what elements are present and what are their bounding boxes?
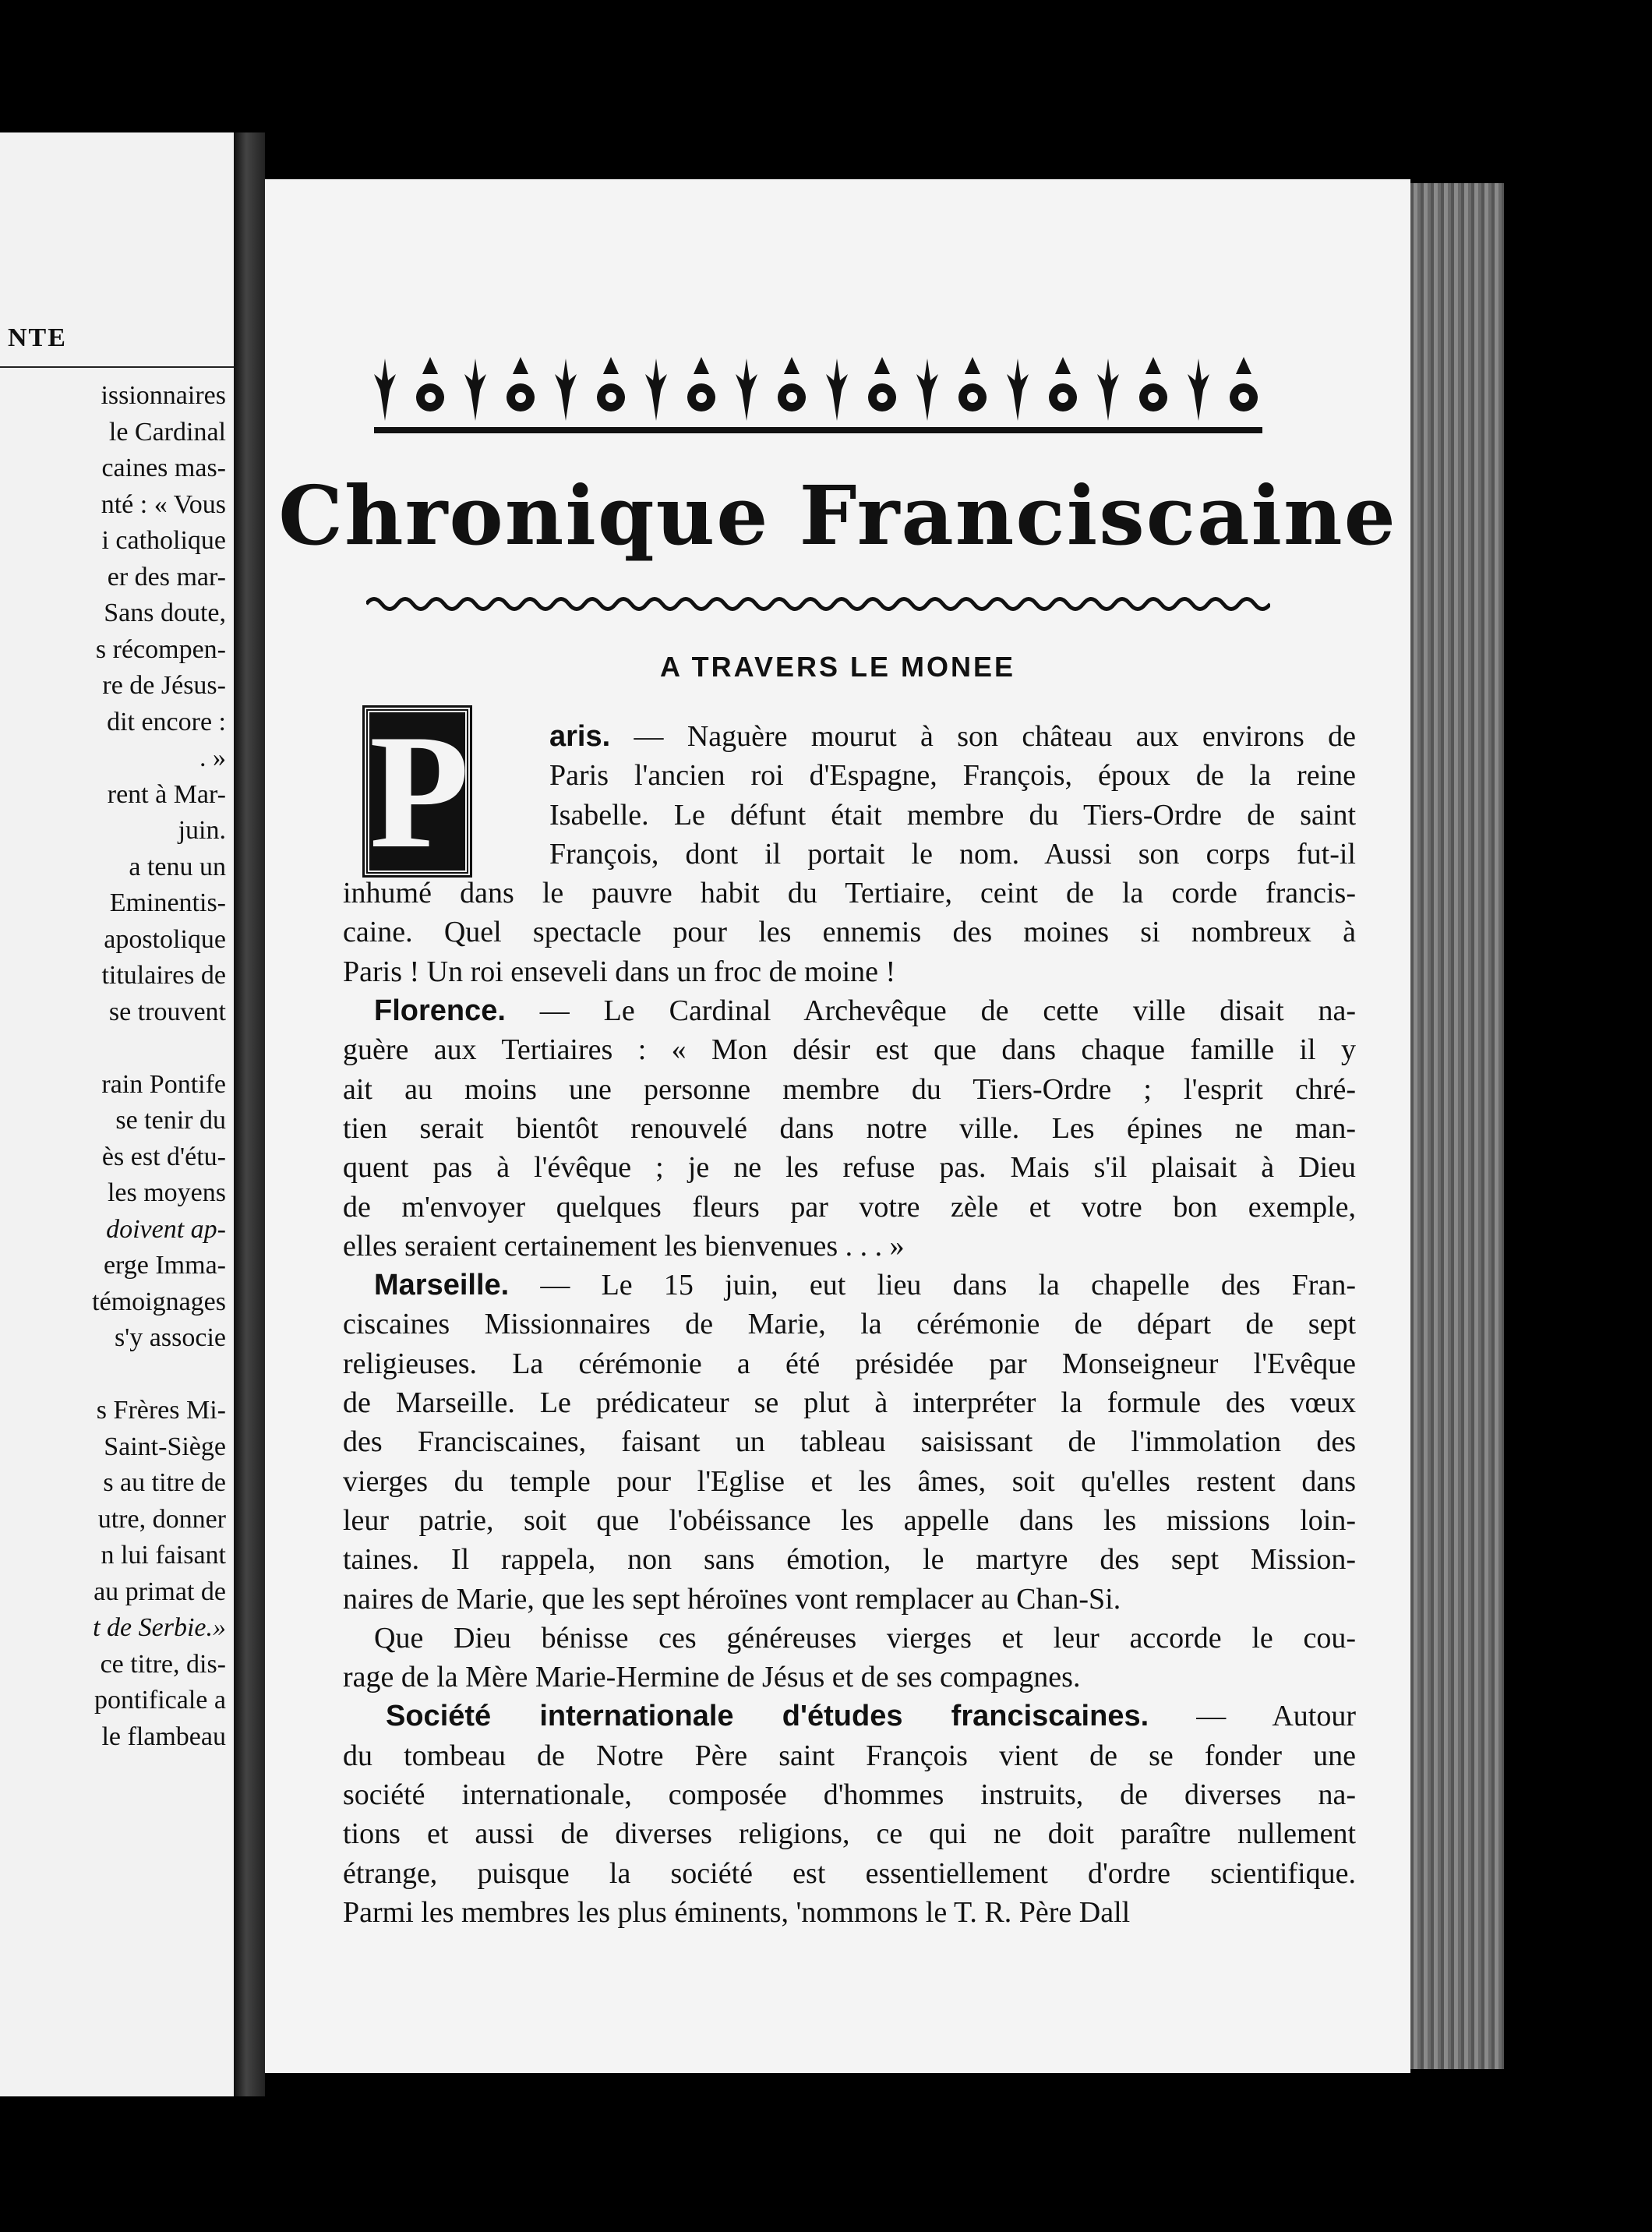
line-text: rage de la Mère Marie-Hermine de Jésus et de ses compagnes. xyxy=(343,1661,1081,1694)
line-text: société internationale, composée d'hommes instruits, de diverses na- xyxy=(343,1778,1356,1812)
book-gutter xyxy=(234,132,265,2096)
text-line xyxy=(343,1697,1356,1736)
header-rule xyxy=(0,366,234,368)
text-line: doivent ap- xyxy=(106,1214,226,1244)
text-line: dit encore : xyxy=(107,707,226,736)
text-line xyxy=(343,1775,1356,1814)
text-line: témoignages xyxy=(92,1287,226,1316)
line-text: Que Dieu bénisse ces généreuses vierges et leur accorde le cou- xyxy=(374,1621,1356,1655)
text-line: utre, donner xyxy=(97,1504,226,1534)
line-text: Paris l'ancien roi d'Espagne, François, époux de la reine xyxy=(549,759,1356,793)
text-line: titulaires de xyxy=(101,961,226,990)
wavy-divider xyxy=(366,584,1270,623)
text-line: apostolique xyxy=(104,924,226,954)
text-line: les moyens xyxy=(107,1178,226,1207)
text-line xyxy=(343,874,1356,913)
text-line xyxy=(343,1736,1356,1775)
text-line xyxy=(343,1383,1356,1422)
line-text: tien serait bientôt renouvelé dans notre ville. Les épines ne man- xyxy=(343,1111,1356,1145)
line-text: François, dont il portait le nom. Aussi son corps fut-il xyxy=(549,837,1356,871)
line-text: ait au moins une personne membre du Tiers-Ordre ; l'esprit chré- xyxy=(343,1072,1356,1106)
line-text: des Franciscaines, faisant un tableau saisissant de l'immolation des xyxy=(343,1425,1356,1459)
text-line xyxy=(0,1357,226,1393)
text-line: caines mas- xyxy=(101,454,226,482)
text-line: s'y associe xyxy=(114,1323,226,1352)
text-line xyxy=(343,1305,1356,1344)
text-line: ce titre, dis- xyxy=(100,1649,226,1679)
text-line: . » xyxy=(199,743,226,772)
text-line: rain Pontife xyxy=(101,1069,226,1099)
text-line xyxy=(343,913,1356,952)
text-line xyxy=(343,1070,1356,1109)
text-line: se tenir du xyxy=(115,1106,226,1135)
text-line: ès est d'étu- xyxy=(101,1142,226,1171)
text-line: le Cardinal xyxy=(108,417,226,447)
text-line: se trouvent xyxy=(108,997,226,1026)
text-line: s Frères Mi- xyxy=(96,1396,226,1425)
text-line: juin. xyxy=(178,816,226,845)
text-line xyxy=(343,1266,1356,1305)
line-text: caine. Quel spectacle pour les ennemis des moines si nombreux à xyxy=(343,916,1356,949)
text-line: nté : « Vous xyxy=(101,489,226,519)
text-line xyxy=(343,1501,1356,1540)
text-line: i catholique xyxy=(101,526,226,555)
section-keyword: aris. xyxy=(549,720,611,753)
text-line: issionnaires xyxy=(101,381,226,410)
text-line: re de Jésus- xyxy=(102,671,226,700)
text-line: er des mar- xyxy=(107,562,226,592)
text-line: s récompen- xyxy=(95,634,226,664)
line-text: — Autour xyxy=(1149,1700,1356,1733)
line-text: quent pas à l'évêque ; je ne les refuse pas. Mais s'il plaisait à Dieu xyxy=(343,1151,1356,1185)
previous-page xyxy=(0,132,236,2096)
line-text: ciscaines Missionnaires de Marie, la cérémonie de départ de sept xyxy=(343,1308,1356,1341)
line-text: de Marseille. Le prédicateur se plut à interpréter la formule des vœux xyxy=(343,1386,1356,1420)
line-text: taines. Il rappela, non sans émotion, le martyre des sept Mission- xyxy=(343,1543,1356,1577)
text-line xyxy=(343,1148,1356,1187)
text-line: Sans doute, xyxy=(104,599,226,627)
line-text: tions et aussi de diverses religions, ce qui ne doit paraître nullement xyxy=(343,1817,1356,1851)
floral-border-ornament xyxy=(374,343,1262,436)
text-line xyxy=(343,1422,1356,1461)
text-line: s au titre de xyxy=(103,1468,226,1497)
text-line xyxy=(343,1344,1356,1383)
text-line xyxy=(343,952,1356,991)
text-line xyxy=(343,1462,1356,1501)
drop-cap-initial: P xyxy=(365,708,470,875)
text-line: t de Serbie.» xyxy=(93,1613,226,1642)
text-line xyxy=(343,796,1356,835)
line-text: — Naguère mourut à son château aux environs de xyxy=(610,720,1356,753)
text-line xyxy=(343,756,1356,795)
text-line xyxy=(343,1619,1356,1658)
text-line xyxy=(343,1109,1356,1148)
text-line xyxy=(343,717,1356,756)
previous-page-text xyxy=(0,378,226,1755)
text-line xyxy=(343,1540,1356,1579)
text-line xyxy=(343,1580,1356,1619)
line-text: leur patrie, soit que l'obéissance les appelle dans les missions loin- xyxy=(343,1503,1356,1537)
line-text: — Le 15 juin, eut lieu dans la chapelle des Fran- xyxy=(509,1269,1356,1302)
line-text: inhumé dans le pauvre habit du Tertiaire, ceint de la corde francis- xyxy=(343,877,1356,910)
current-page xyxy=(265,179,1410,2073)
running-header: NTE xyxy=(8,323,67,352)
page-edge-stack xyxy=(1410,183,1504,2069)
line-text: de m'envoyer quelques fleurs par votre zèle et votre bon exemple, xyxy=(343,1190,1356,1224)
text-line: au primat de xyxy=(94,1577,226,1606)
page-title: Chronique Franciscaine xyxy=(278,468,1397,563)
section-keyword: Florence. xyxy=(374,994,506,1028)
section-keyword: Société internationale d'études franciscaines. xyxy=(386,1700,1149,1733)
line-text: — Le Cardinal Archevêque de cette ville disait na- xyxy=(505,994,1356,1028)
text-line: n lui faisant xyxy=(101,1541,226,1570)
text-line xyxy=(343,1814,1356,1853)
line-text: Parmi les membres les plus éminents, 'nommons le T. R. Père Dall xyxy=(343,1895,1131,1929)
section-keyword: Marseille. xyxy=(374,1269,510,1302)
text-line xyxy=(343,1658,1356,1697)
article-body xyxy=(343,717,1356,1932)
text-line xyxy=(0,1030,226,1067)
text-line xyxy=(343,1227,1356,1266)
line-text: étrange, puisque la société est essentiellement d'ordre scientifique. xyxy=(343,1856,1356,1890)
line-text: Paris ! Un roi enseveli dans un froc de moine ! xyxy=(343,955,896,988)
text-line: rent à Mar- xyxy=(107,779,226,809)
text-line: le flambeau xyxy=(101,1722,226,1751)
text-line xyxy=(343,991,1356,1030)
text-line xyxy=(343,835,1356,874)
text-line: Eminentis- xyxy=(109,888,226,917)
line-text: Isabelle. Le défunt était membre du Tiers-Ordre de saint xyxy=(549,798,1356,832)
text-line xyxy=(343,1030,1356,1069)
line-text: guère aux Tertiaires : « Mon désir est que dans chaque famille il y xyxy=(343,1033,1356,1067)
line-text: naires de Marie, que les sept héroïnes vont remplacer au Chan-Si. xyxy=(343,1582,1121,1616)
line-text: du tombeau de Notre Père saint François vient de se fonder une xyxy=(343,1739,1356,1772)
text-line: erge Imma- xyxy=(103,1251,226,1280)
text-line: pontificale a xyxy=(94,1686,226,1715)
text-line: Saint-Siège xyxy=(104,1432,226,1461)
line-text: vierges du temple pour l'Eglise et les âmes, soit qu'elles restent dans xyxy=(343,1464,1356,1498)
text-line xyxy=(343,1188,1356,1227)
line-text: elles seraient certainement les bienvenues . . . » xyxy=(343,1229,905,1263)
text-line xyxy=(343,1893,1356,1932)
section-heading: A TRAVERS LE MONEE xyxy=(659,651,1016,683)
text-line xyxy=(343,1854,1356,1893)
line-text: religieuses. La cérémonie a été présidée par Monseigneur l'Evêque xyxy=(343,1347,1356,1380)
text-line: a tenu un xyxy=(129,852,226,881)
